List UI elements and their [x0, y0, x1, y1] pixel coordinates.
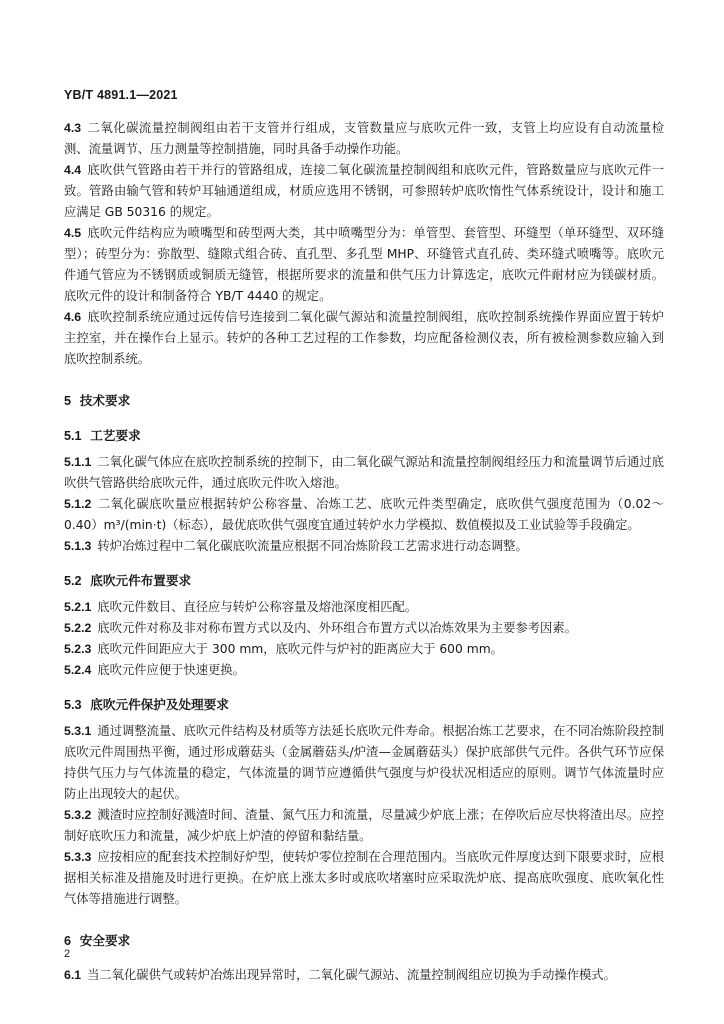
clause-number: 5.1.3 — [64, 539, 92, 553]
clause-5-2-4 — [64, 660, 664, 681]
subsection-number: 5.2 — [64, 574, 82, 588]
subsection-number: 5.3 — [64, 698, 82, 712]
clause-number: 4.4 — [64, 163, 82, 177]
clause-5-2-2 — [64, 618, 664, 639]
clause-number: 5.1.2 — [64, 497, 92, 511]
clause-text: 二氧化碳流量控制阀组由若干支管并行组成，支管数量应与底吹元件一致，支管上均应设有自动流量检测、流量调节、压力测量等控制措施，同时具备手动操作功能。 — [64, 121, 664, 156]
clause-4-6 — [64, 307, 664, 370]
page-number: 2 — [64, 948, 71, 960]
subsection-heading-5-2 — [64, 570, 664, 592]
clause-5-3-3 — [64, 847, 664, 910]
subsection-number: 5.1 — [64, 429, 82, 443]
clause-5-3-2 — [64, 805, 664, 847]
clause-number: 5.3.3 — [64, 850, 92, 864]
clause-4-4 — [64, 160, 664, 223]
standard-code: YB/T 4891.1—2021 — [64, 88, 178, 102]
document-body — [64, 118, 664, 986]
clause-5-1-3 — [64, 536, 664, 557]
clause-5-1-2 — [64, 494, 664, 536]
clause-text: 底吹控制系统应通过远传信号连接到二氧化碳气源站和流量控制阀组，底吹控制系统操作界面应置于转炉主控室，并在操作台上显示。转炉的各种工艺过程的工作参数，均应配备检测仪表，所有被检测参数应输入到底吹控制系统。 — [64, 310, 664, 366]
clause-5-2-1 — [64, 597, 664, 618]
clause-number: 5.3.1 — [64, 724, 92, 738]
clause-5-2-3 — [64, 639, 664, 660]
clause-text: 溅渣时应控制好溅渣时间、渣量、氮气压力和流量，尽量减少炉底上涨；在停吹后应尽快将渣出尽。应控制好底吹压力和流量，减少炉底上炉渣的停留和黏结量。 — [64, 808, 664, 843]
section-heading-5 — [64, 390, 664, 412]
clause-number: 6.1 — [64, 968, 82, 982]
clause-number: 5.2.3 — [64, 642, 92, 656]
clause-6-1 — [64, 965, 664, 986]
subsection-title: 底吹元件保护及处理要求 — [90, 697, 229, 712]
subsection-title: 工艺要求 — [90, 428, 141, 443]
subsection-heading-5-3 — [64, 694, 664, 716]
clause-text: 二氧化碳底吹量应根据转炉公称容量、冶炼工艺、底吹元件类型确定，底吹供气强度范围为（0.02～0.40）m³/(min·t)（标态），最优底吹供气强度宜通过转炉水力学模拟、数值模拟及工业试验等手段确定。 — [64, 497, 664, 532]
clause-text: 通过调整流量、底吹元件结构及材质等方法延长底吹元件寿命。根据冶炼工艺要求，在不同冶炼阶段控制底吹元件周围热平衡，通过形成蘑菇头（金属蘑菇头/炉渣—金属蘑菇头）保护底部供气元件。各供气环节应保持供气压力与气体流量的稳定，气体流量的调节应遵循供气强度与炉役状况相适应的原则。调节气体流量时应防止出现较大的起伏。 — [64, 724, 664, 801]
clause-text: 当二氧化碳供气或转炉冶炼出现异常时，二氧化碳气源站、流量控制阀组应切换为手动操作模式。 — [87, 968, 616, 982]
subsection-heading-5-1 — [64, 425, 664, 447]
clause-number: 4.6 — [64, 310, 82, 324]
clause-text: 二氧化碳气体应在底吹控制系统的控制下，由二氧化碳气源站和流量控制阀组经压力和流量调节后通过底吹供气管路供给底吹元件，通过底吹元件吹入熔池。 — [64, 455, 664, 490]
clause-text: 底吹元件间距应大于 300 mm，底吹元件与炉衬的距离应大于 600 mm。 — [97, 642, 503, 656]
clause-4-5 — [64, 223, 664, 307]
clause-text: 应按相应的配套技术控制好炉型，使转炉零位控制在合理范围内。当底吹元件厚度达到下限要求时，应根据相关标准及措施及时进行更换。在炉底上涨太多时或底吹堵塞时应采取洗炉底、提高底吹强度、底吹氧化性气体等措施进行调整。 — [64, 850, 664, 906]
section-title: 技术要求 — [79, 393, 131, 408]
clause-4-3 — [64, 118, 664, 160]
clause-text: 底吹元件应便于快速更换。 — [97, 663, 245, 677]
clause-number: 5.2.1 — [64, 600, 92, 614]
clause-number: 4.5 — [64, 226, 82, 240]
clause-text: 底吹元件数目、直径应与转炉公称容量及熔池深度相匹配。 — [97, 600, 418, 614]
clause-number: 5.3.2 — [64, 808, 92, 822]
clause-text: 底吹元件结构应为喷嘴型和砖型两大类，其中喷嘴型分为：单管型、套管型、环缝型（单环缝型、双环缝型）；砖型分为：弥散型、缝隙式组合砖、直孔型、多孔型 MHP、环缝管式直孔砖、类环缝式喷嘴等。底吹元件通气管应为不锈钢质或铜质无缝管，根据所要求的流量和供气压力计算选定，底吹元件耐材应为镁碳材质。底吹元件的设计和制备符合 YB/T 4440 的规定。 — [64, 226, 664, 303]
subsection-title: 底吹元件布置要求 — [90, 573, 192, 588]
section-number: 5 — [64, 394, 72, 408]
clause-text: 转炉冶炼过程中二氧化碳底吹流量应根据不同冶炼阶段工艺需求进行动态调整。 — [97, 539, 528, 553]
clause-text: 底吹元件对称及非对称布置方式以及内、外环组合布置方式以冶炼效果为主要参考因素。 — [97, 621, 577, 635]
clause-text: 底吹供气管路由若干并行的管路组成，连接二氧化碳流量控制阀组和底吹元件，管路数量应与底吹元件一致。管路由输气管和转炉耳轴通道组成，材质应选用不锈钢，可参照转炉底吹惰性气体系统设计，设计和施工应满足 GB 50316 的规定。 — [64, 163, 664, 219]
clause-number: 5.2.2 — [64, 621, 92, 635]
clause-number: 4.3 — [64, 121, 82, 135]
section-title: 安全要求 — [79, 933, 131, 948]
clause-number: 5.1.1 — [64, 455, 92, 469]
clause-5-1-1 — [64, 452, 664, 494]
section-heading-6 — [64, 930, 664, 952]
section-number: 6 — [64, 934, 72, 948]
clause-number: 5.2.4 — [64, 663, 92, 677]
clause-5-3-1 — [64, 721, 664, 805]
